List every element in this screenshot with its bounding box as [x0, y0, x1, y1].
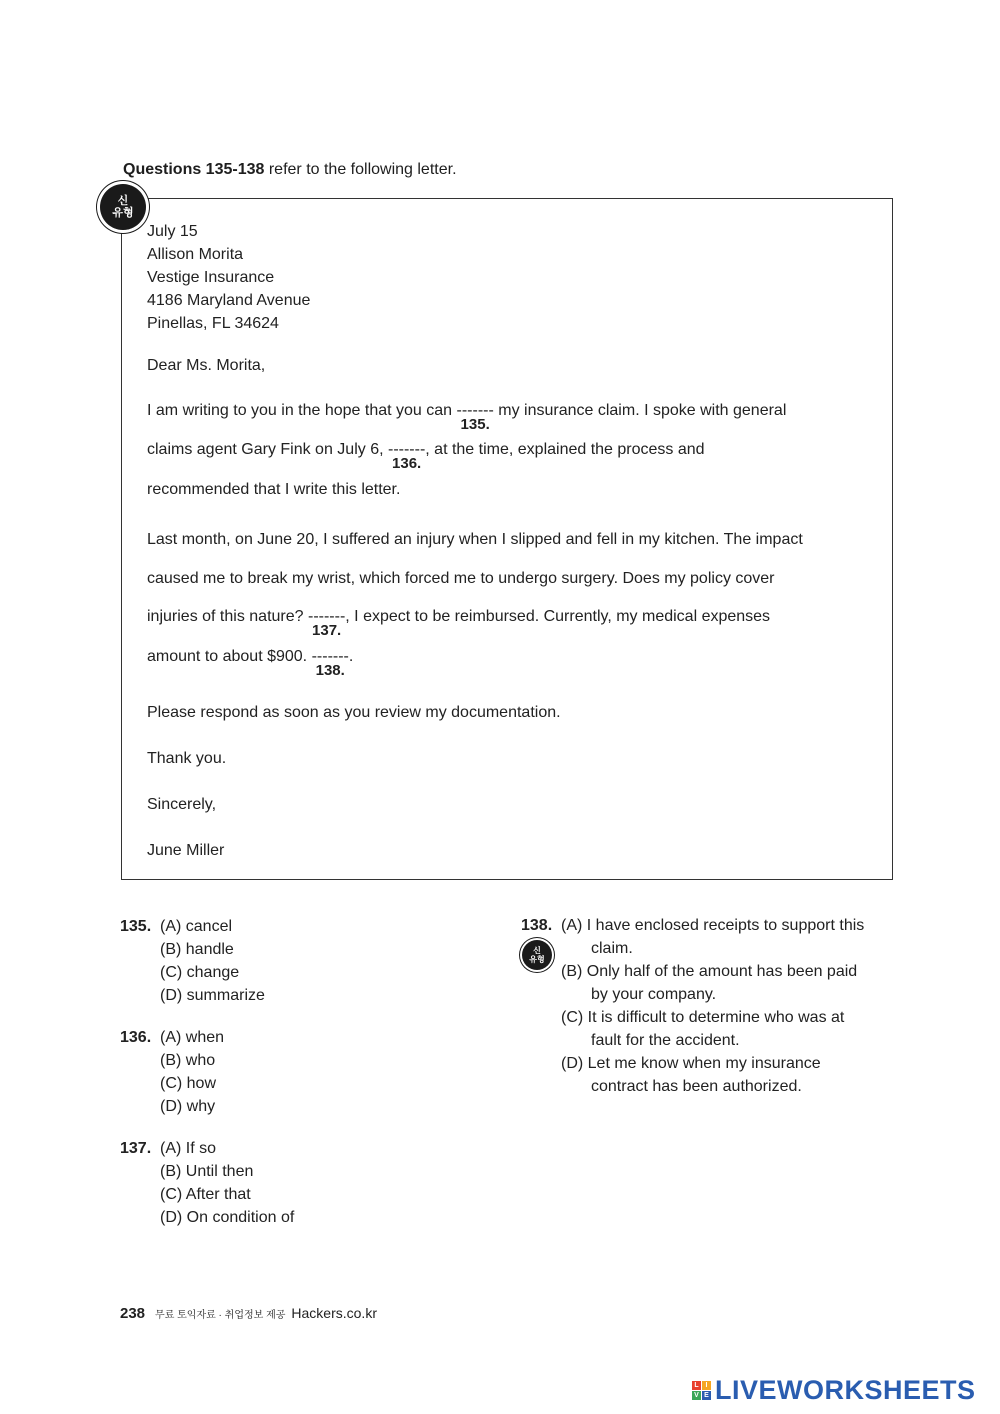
blank-135[interactable] [456, 402, 494, 433]
p1-text-b: my insurance claim. I spoke with general [493, 402, 787, 419]
blank-137-number: 137. [312, 622, 342, 639]
logo-square-3: V [692, 1391, 701, 1400]
blank-136-dashes: ------- [387, 441, 426, 458]
badge-138-line1: 신 [533, 946, 541, 955]
paragraph2-line2: caused me to break my wrist, which forced me to undergo surgery. Does my policy cover [147, 570, 775, 587]
liveworksheets-logo-icon [692, 1381, 711, 1400]
option-138-a-cont[interactable]: claim. [591, 940, 633, 957]
recipient-street: 4186 Maryland Avenue [147, 292, 311, 309]
questions-heading [123, 161, 457, 179]
footer-site: Hackers.co.kr [291, 1305, 377, 1321]
letter-closing: Sincerely, [147, 796, 217, 813]
recipient-company: Vestige Insurance [147, 269, 275, 286]
paragraph2-line3 [147, 608, 771, 639]
badge-line2: 유형 [112, 207, 134, 219]
question-138 [521, 914, 864, 1098]
logo-square-4: E [702, 1391, 711, 1400]
blank-136[interactable] [387, 441, 426, 472]
address-block [147, 220, 310, 335]
option-137-a[interactable]: (A) If so [160, 1140, 217, 1157]
question-136-number: 136. [120, 1029, 152, 1046]
page-footer [120, 1305, 377, 1322]
option-137-d[interactable]: (D) On condition of [160, 1209, 295, 1226]
paragraph2-line4 [147, 648, 354, 679]
option-138-d[interactable]: (D) Let me know when my insurance [561, 1055, 821, 1072]
recipient-name: Allison Morita [147, 246, 244, 263]
question-137 [120, 1137, 294, 1229]
paragraph3: Please respond as soon as you review my documentation. [147, 704, 561, 721]
p1-text-c: claims agent Gary Fink on July 6, [147, 441, 388, 458]
option-138-c[interactable]: (C) It is difficult to determine who was at [561, 1009, 845, 1026]
badge-138-line2: 유형 [529, 955, 545, 964]
option-138-c-cont[interactable]: fault for the accident. [591, 1032, 740, 1049]
paragraph1-line1 [147, 402, 787, 433]
letter-signature: June Miller [147, 842, 225, 859]
p2-text-d: , I expect to be reimbursed. Currently, my medical expenses [345, 608, 771, 625]
question-135 [120, 915, 265, 1007]
p1-text-a: I am writing to you in the hope that you can [147, 402, 457, 419]
option-138-b[interactable]: (B) Only half of the amount has been paid [561, 963, 858, 980]
letter-thanks: Thank you. [147, 750, 227, 767]
option-138-d-cont[interactable]: contract has been authorized. [591, 1078, 802, 1095]
option-138-b-cont[interactable]: by your company. [591, 986, 717, 1003]
badge-line1: 신 [117, 195, 129, 207]
letter-date: July 15 [147, 223, 198, 240]
option-135-c[interactable]: (C) change [160, 964, 240, 981]
blank-137[interactable] [307, 608, 346, 639]
blank-138[interactable] [311, 648, 349, 679]
question-135-number: 135. [120, 918, 152, 935]
paragraph1-line3: recommended that I write this letter. [147, 481, 401, 498]
recipient-city: Pinellas, FL 34624 [147, 315, 279, 332]
page-number: 238 [120, 1305, 146, 1322]
blank-137-dashes: ------- [307, 608, 346, 625]
blank-138-number: 138. [315, 662, 345, 679]
option-135-b[interactable]: (B) handle [160, 941, 234, 958]
logo-square-2: I [702, 1381, 711, 1390]
option-136-d[interactable]: (D) why [160, 1098, 216, 1115]
new-type-badge [100, 184, 146, 230]
p2-text-e: amount to about $900. [147, 648, 312, 665]
liveworksheets-wordmark: LIVEWORKSHEETS [715, 1375, 976, 1405]
heading-rest: refer to the following letter. [264, 161, 457, 178]
question-138-number: 138. [521, 917, 553, 934]
footer-korean-text: 무료 토익자료 · 취업정보 제공 [155, 1310, 286, 1321]
option-137-b[interactable]: (B) Until then [160, 1163, 254, 1180]
option-136-a[interactable]: (A) when [160, 1029, 225, 1046]
option-138-a[interactable]: (A) I have enclosed receipts to support this [561, 917, 865, 934]
p2-text-f: . [348, 648, 354, 665]
p1-text-d: , at the time, explained the process and [425, 441, 705, 458]
blank-135-number: 135. [460, 416, 490, 433]
option-137-c[interactable]: (C) After that [160, 1186, 251, 1203]
blank-135-dashes: ------- [456, 402, 494, 419]
paragraph2-line1: Last month, on June 20, I suffered an injury when I slipped and fell in my kitchen. The impact [147, 531, 803, 548]
option-135-d[interactable]: (D) summarize [160, 987, 265, 1004]
liveworksheets-logo [692, 1375, 976, 1406]
letter-greeting: Dear Ms. Morita, [147, 357, 266, 374]
option-135-a[interactable]: (A) cancel [160, 918, 233, 935]
p2-text-c: injuries of this nature? [147, 608, 308, 625]
option-136-b[interactable]: (B) who [160, 1052, 216, 1069]
option-136-c[interactable]: (C) how [160, 1075, 217, 1092]
blank-138-dashes: ------- [311, 648, 349, 665]
question-137-number: 137. [120, 1140, 152, 1157]
blank-136-number: 136. [392, 455, 422, 472]
paragraph1-line2 [147, 441, 705, 472]
logo-square-1: L [692, 1381, 701, 1390]
questions-range: Questions 135-138 [123, 161, 265, 178]
question-136 [120, 1026, 224, 1118]
